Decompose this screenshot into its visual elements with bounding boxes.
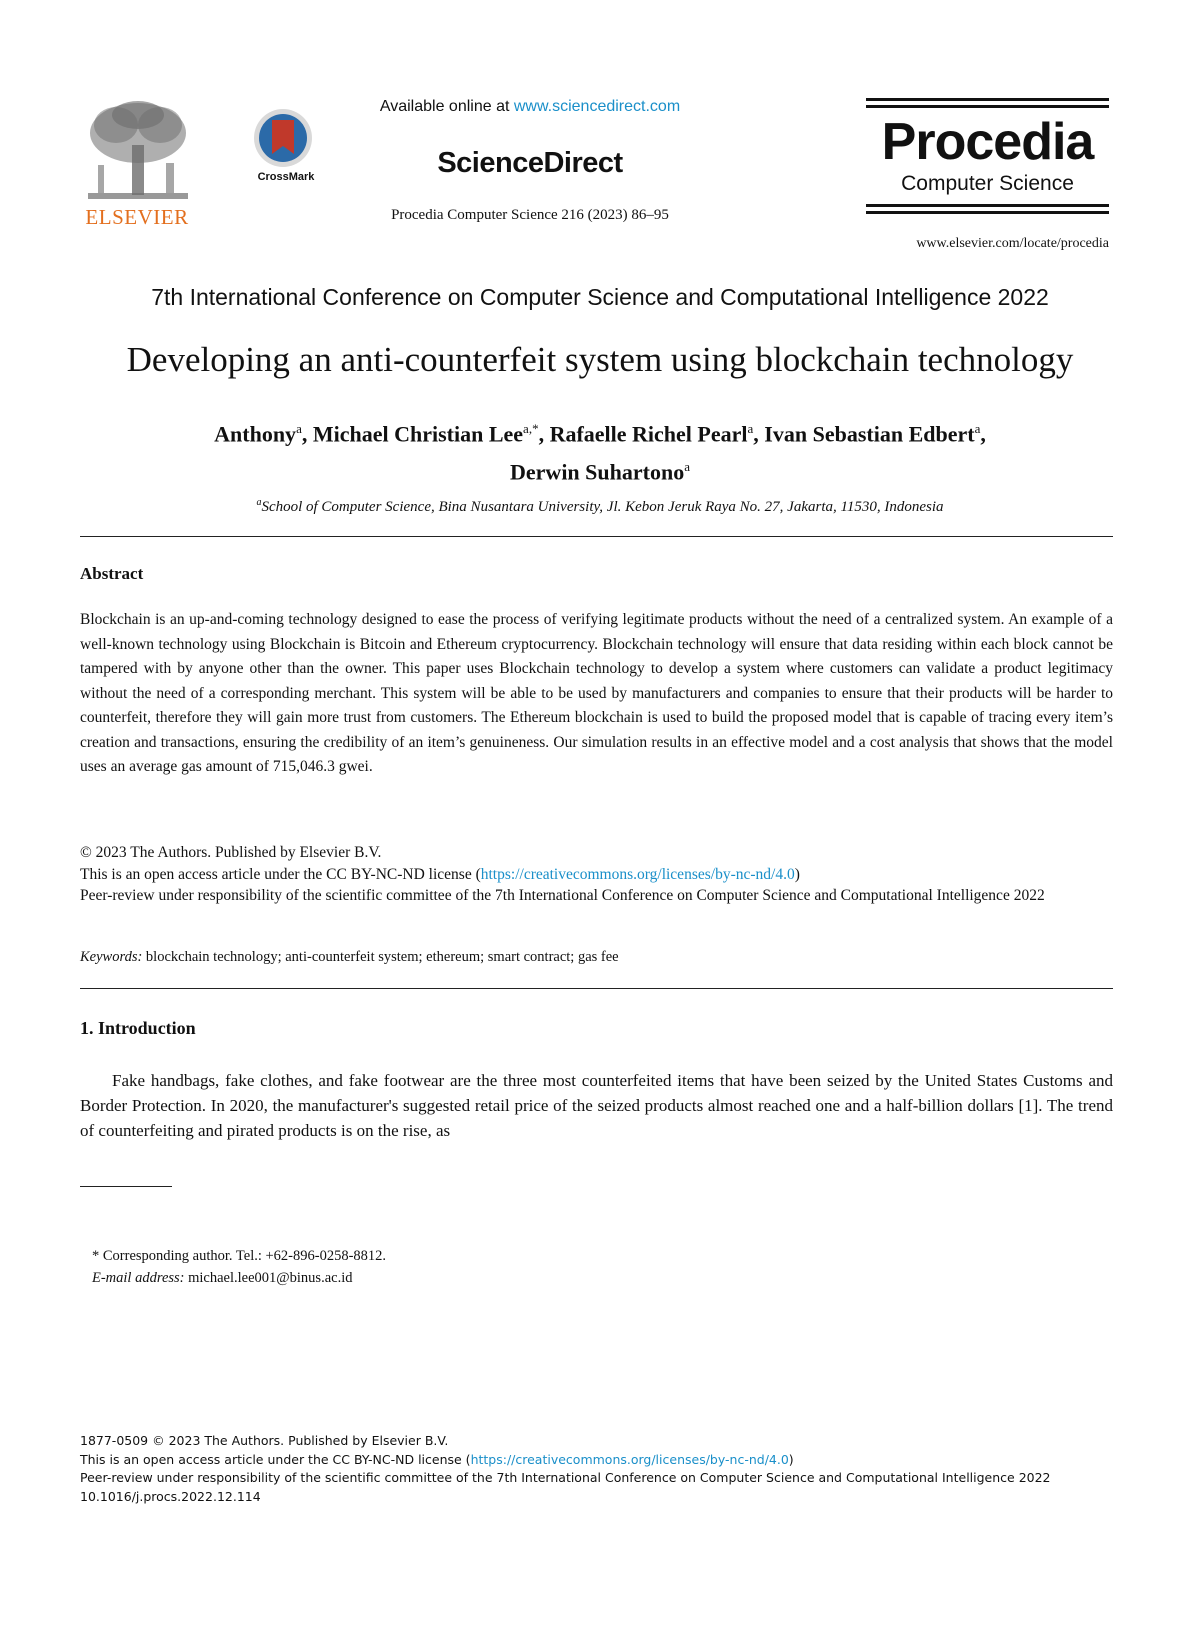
available-online: [340, 98, 720, 116]
keywords-text: blockchain technology; anti-counterfeit system; ethereum; smart contract; gas fee: [142, 949, 619, 965]
issn-line: 1877-0509 © 2023 The Authors. Published by Elsevier B.V.: [80, 1433, 449, 1448]
procedia-top-rule: [866, 98, 1109, 101]
introduction-body: Fake handbags, fake clothes, and fake footwear are the three most counterfeited items that have been seized by the United States Customs and Border Protection. In 2020, the manufacturer's suggested retail price of the seized products almost reached one and a half-billion dollars [1]. The trend of counterfeiting and pirated products is on the rise, as: [80, 1071, 1113, 1140]
affiliation-mark: a: [256, 497, 262, 508]
locate-url[interactable]: www.elsevier.com/locate/procedia: [916, 236, 1109, 251]
elsevier-wordmark: ELSEVIER: [85, 205, 189, 229]
license-prefix: This is an open access article under the CC BY-NC-ND license (: [80, 865, 481, 883]
author-affil-mark: a: [974, 421, 981, 436]
available-prefix: Available online at: [379, 98, 514, 115]
author-name: Michael Christian Lee: [312, 421, 524, 447]
affiliation-text: School of Computer Science, Bina Nusantara University, Jl. Kebon Jeruk Raya No. 27, Jakarta, 11530, Indonesia: [261, 499, 944, 515]
author-name: Rafaelle Richel Pearl: [549, 421, 748, 447]
introduction-heading: 1. Introduction: [80, 1018, 196, 1038]
doi[interactable]: 10.1016/j.procs.2022.12.114: [80, 1488, 261, 1504]
author-name: Anthony: [214, 421, 297, 447]
email-line: [92, 1267, 1092, 1289]
divider: [80, 536, 1113, 537]
procedia-top-rule-2: [866, 105, 1109, 108]
affiliation: [80, 497, 1120, 516]
divider: [80, 988, 1113, 989]
abstract-body: Blockchain is an up-and-coming technology designed to ease the process of verifying legitimate products without the need of a centralized system. An example of a well-known technology using Blockchain is Bitcoin and Ethereum cryptocurrency. Blockchain technology will ensure that data residing within each block cannot be tampered with by anyone other than the owner. This paper uses Blockchain technology to develop a system where customers can validate a product legitimacy without the need of a corresponding merchant. This system will be able to be used by manufacturers and companies to ensure that their products will be harder to counterfeit, therefore they will gain more trust from customers. The Ethereum blockchain is used to build the proposed model that is capable of tracing every item’s creation and transactions, ensuring the credibility of an item’s genuineness. Our simulation results in an effective model and a cost analysis that shows that the model uses an average gas amount of 715,046.3 gwei.: [80, 611, 1113, 775]
license-line: [80, 864, 1113, 886]
procedia-logo: [866, 98, 1109, 218]
paper-title: Developing an anti-counterfeit system using blockchain technology: [126, 340, 1074, 379]
journal-reference: Procedia Computer Science 216 (2023) 86–95: [391, 207, 669, 223]
license-block: [80, 842, 1113, 907]
footnote-rule: [80, 1186, 172, 1187]
keywords: [80, 949, 1113, 966]
bottom-peer-review: Peer-review under responsibility of the scientific committee of the 7th International Conference on Computer Science and Computational Intelligence 2022: [80, 1470, 1051, 1485]
author-name: Derwin Suhartono: [510, 459, 685, 485]
email-label: E-mail address:: [92, 1270, 185, 1286]
bottom-license-suffix: ): [788, 1451, 794, 1467]
author-affil-mark: a,*: [523, 421, 539, 436]
bottom-license-line: [80, 1451, 1120, 1470]
copyright-line: © 2023 The Authors. Published by Elsevier B.V.: [80, 844, 382, 861]
bottom-matter: [80, 1432, 1120, 1506]
author-affil-mark: a: [684, 459, 690, 475]
sciencedirect-link[interactable]: www.sciencedirect.com: [513, 98, 681, 115]
author-affil-mark: a: [296, 421, 302, 436]
author-name: Ivan Sebastian Edbert: [764, 421, 975, 447]
procedia-title: Procedia: [881, 113, 1094, 171]
email-address[interactable]: michael.lee001@binus.ac.id: [184, 1270, 353, 1286]
corresponding-author: * Corresponding author. Tel.: +62-896-0258-8812.: [92, 1248, 387, 1264]
procedia-bottom-rule-2: [866, 211, 1109, 214]
author-affil-mark: a: [747, 421, 754, 436]
conference-name: 7th International Conference on Computer Science and Computational Intelligence 2022: [151, 284, 1049, 310]
bottom-license-prefix: This is an open access article under the CC BY-NC-ND license (: [80, 1451, 471, 1467]
procedia-bottom-rule: [866, 204, 1109, 207]
license-link[interactable]: https://creativecommons.org/licenses/by-nc-nd/4.0: [480, 865, 795, 883]
crossmark-icon[interactable]: [250, 108, 322, 186]
sciencedirect-title: ScienceDirect: [437, 147, 623, 179]
keywords-label: Keywords:: [80, 949, 143, 965]
bottom-license-link[interactable]: https://creativecommons.org/licenses/by-nc-nd/4.0: [470, 1451, 789, 1467]
peer-review-line: Peer-review under responsibility of the scientific committee of the 7th International Conference on Computer Science and Computational Intelligence 2022: [80, 887, 1045, 904]
abstract-heading: Abstract: [80, 564, 144, 583]
footnote: [92, 1245, 1092, 1289]
svg-text:CrossMark: CrossMark: [257, 171, 315, 183]
procedia-subtitle: Computer Science: [901, 172, 1074, 195]
author-list: Anthony$^a$, Michael Christian Lee$^{a,*}$, Rafaelle Richel Pearl$^a$, Ivan Sebastian Edbert$^a$, Derwin Suhartono$^a$: [214, 421, 986, 485]
license-suffix: ): [794, 865, 800, 883]
